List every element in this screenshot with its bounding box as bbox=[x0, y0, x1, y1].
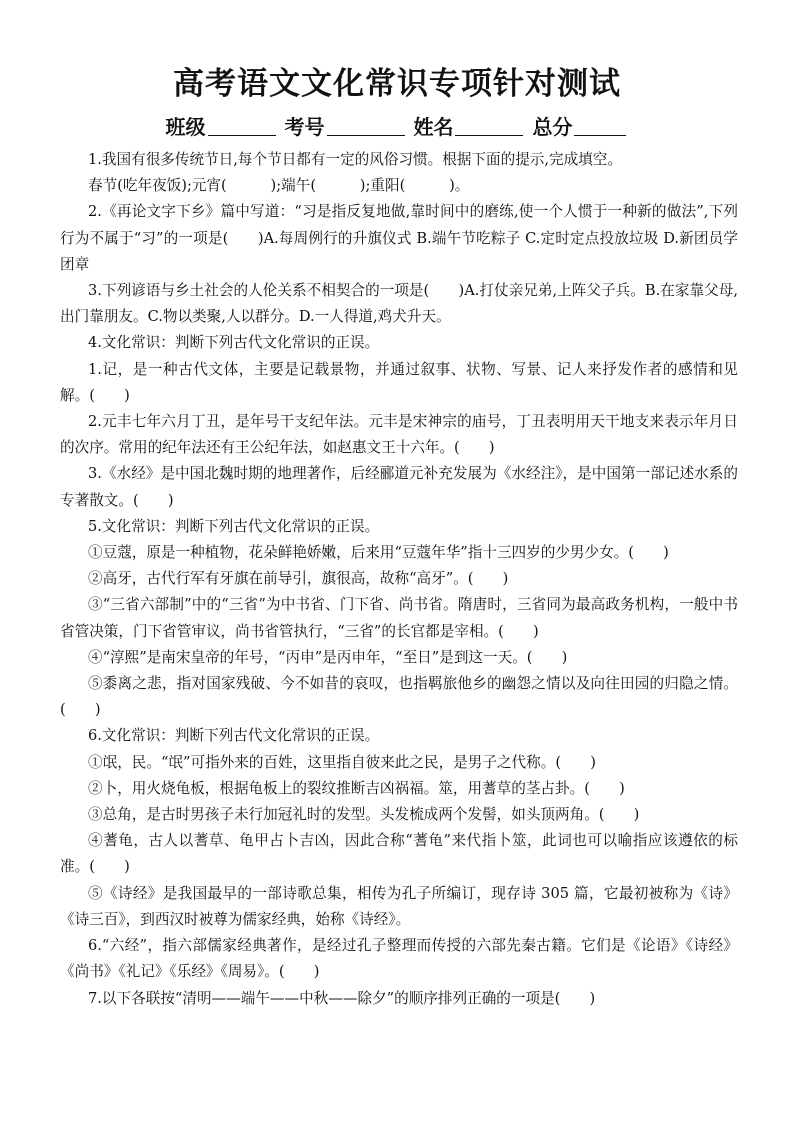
exam-number-label: 考号 bbox=[284, 115, 325, 139]
question-4-heading: 4.文化常识：判断下列古代文化常识的正误。 bbox=[88, 334, 380, 352]
question-5-heading: 5.文化常识：判断下列古代文化常识的正误。 bbox=[88, 517, 380, 535]
page-title: 高考语文文化常识专项针对测试 bbox=[173, 66, 621, 102]
total-score-label: 总分 bbox=[532, 115, 573, 139]
question-4-item-3: 3.《水经》是中国北魏时期的地理著作，后经郦道元补充发展为《水经注》，是中国第一部记述水系的专著散文。( ) bbox=[60, 465, 738, 509]
question-body bbox=[60, 147, 738, 1012]
question-5-item-1: ①豆蔻，原是一种植物，花朵鲜艳娇嫩，后来用“豆蔻年华”指十三四岁的少男少女。( ) bbox=[88, 544, 669, 562]
question-3: 3.下列谚语与乡土社会的人伦关系不相契合的一项是( )A.打仗亲兄弟,上阵父子兵。B.在家靠父母,出门靠朋友。C.物以类聚,人以群分。D.一人得道,鸡犬升天。 bbox=[60, 282, 738, 326]
question-5-item-2: ②高牙，古代行军有牙旗在前导引，旗很高，故称“高牙”。( ) bbox=[88, 570, 509, 588]
question-7: 7.以下各联按“清明——端午——中秋——除夕”的顺序排列正确的一项是( ) bbox=[88, 989, 596, 1007]
question-6-item-3: ③总角，是古时男孩子未行加冠礼时的发型。头发梳成两个发髻，如头顶两角。( ) bbox=[88, 806, 640, 824]
question-5-item-3: ③“三省六部制”中的“三省”为中书省、门下省、尚书省。隋唐时，三省同为最高政务机构，一般中书省管决策，门下省管审议，尚书省管执行，“三省”的长官都是宰相。( ) bbox=[60, 596, 738, 640]
question-5-item-5: ⑤黍离之悲，指对国家残破、今不如昔的哀叹，也指羁旅他乡的幽怨之情以及向往田园的归隐之情。( ) bbox=[60, 675, 738, 719]
question-6-item-5: ⑤《诗经》是我国最早的一部诗歌总集，相传为孔子所编订，现存诗 305 篇，它最初被称为《诗》《诗三百》，到西汉时被尊为儒家经典，始称《诗经》。 bbox=[60, 884, 738, 928]
name-label: 姓名 bbox=[413, 115, 454, 139]
question-4-item-1: 1.记，是一种古代文体，主要是记载景物，并通过叙事、状物、写景、记人来抒发作者的感情和见解。( ) bbox=[60, 360, 738, 404]
class-label: 班级 bbox=[165, 115, 206, 139]
question-4-item-2: 2.元丰七年六月丁丑，是年号干支纪年法。元丰是宋神宗的庙号，丁丑表明用天干地支来表示年月日的次序。常用的纪年法还有王公纪年法，如赵惠文王十六年。( ) bbox=[60, 413, 738, 457]
question-1: 1.我国有很多传统节日,每个节日都有一定的风俗习惯。根据下面的提示,完成填空。 bbox=[88, 151, 622, 168]
question-5-item-4: ④“淳熙”是南宋皇帝的年号，“丙申”是丙申年，“至日”是到这一天。( ) bbox=[88, 648, 568, 666]
question-6-item-2: ②卜，用火烧龟板，根据龟板上的裂纹推断吉凶祸福。筮，用蓍草的茎占卦。( ) bbox=[88, 779, 625, 797]
question-6-item-1: ①氓，民。“氓”可指外来的百姓，这里指自彼来此之民，是男子之代称。( ) bbox=[88, 753, 596, 771]
total-score-blank[interactable] bbox=[574, 117, 626, 136]
question-1-blanks: 春节(吃年夜饭);元宵( );端午( );重阳( )。 bbox=[88, 177, 470, 195]
exam-number-blank[interactable] bbox=[327, 117, 405, 136]
question-6-heading: 6.文化常识：判断下列古代文化常识的正误。 bbox=[88, 727, 380, 745]
question-2: 2.《再论文字下乡》篇中写道：“习是指反复地做,靠时间中的磨练,使一个人惯于一种新的做法”,下列行为不属于“习”的一项是( )A.每周例行的升旗仪式 B.端午节吃粽子 C.定时定点投放垃圾 D.新团员学团章 bbox=[60, 203, 738, 273]
question-6-item-4: ④蓍龟，古人以蓍草、龟甲占卜吉凶，因此合称“蓍龟”来代指卜筮，此词也可以喻指应该遵依的标准。( ) bbox=[60, 832, 738, 876]
question-6-liujing: 6.“六经”，指六部儒家经典著作，是经过孔子整理而传授的六部先秦古籍。它们是《论语》《诗经》《尚书》《礼记》《乐经》《周易》。( ) bbox=[60, 937, 738, 981]
student-info-line bbox=[0, 111, 794, 140]
name-blank[interactable] bbox=[455, 117, 523, 136]
class-blank[interactable] bbox=[208, 117, 276, 136]
